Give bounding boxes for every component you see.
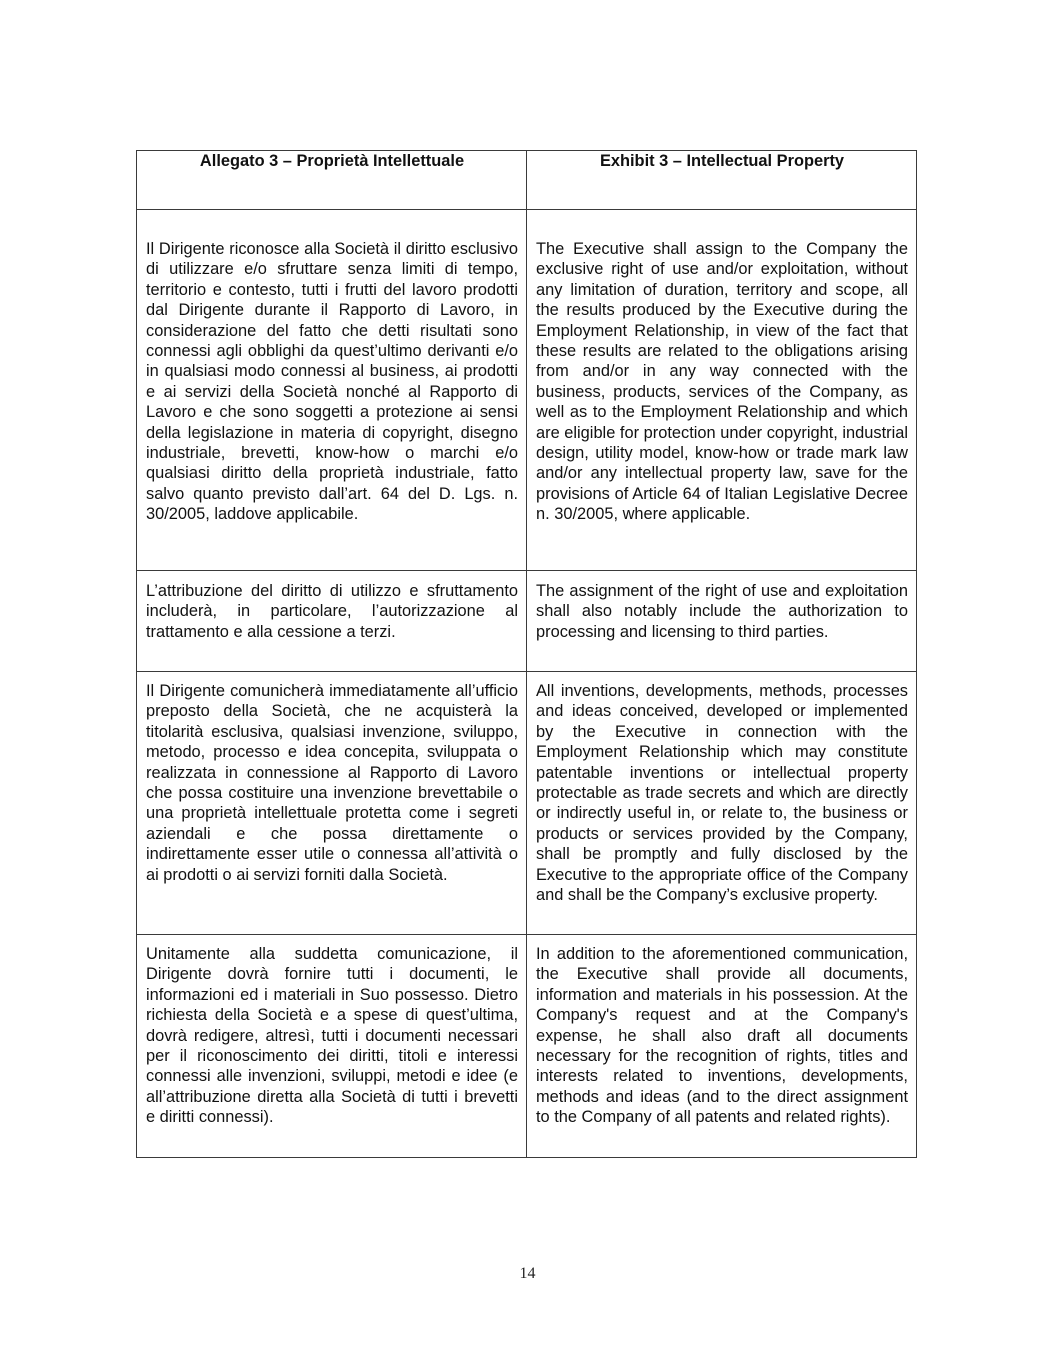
clause-text-english: All inventions, developments, methods, processes and ideas conceived, developed or implemented by the Executive in connection with the Employment Relationship which may constitute patentable inventions or intellectual property protectable as trade secrets and which are directly or indirectly useful in, or relate to, the business or products or services provided by the Company, shall be promptly and fully disclosed by the Executive to the appropriate office of the Company and shall be the Company’s exclusive property. <box>536 682 908 905</box>
cell-english <box>527 935 917 1158</box>
clause-text-italian: Il Dirigente comunicherà immediatamente all’ufficio preposto della Società, che ne acquisterà la titolarità esclusiva, qualsiasi invenzione, sviluppo, metodo, processo e idea concepita, sviluppata o realizzata in connessione al Rapporto di Lavoro che possa costituire una invenzione brevettabile o una proprietà intellettuale protetta come i segreti aziendali e che possa direttamente o indirettamente esser utile o connessa all’attività o ai prodotti o ai servizi forniti dalla Società. <box>146 682 518 884</box>
table-row <box>137 672 917 935</box>
bilingual-clause-table <box>136 150 917 1158</box>
page-number: 14 <box>519 1265 536 1282</box>
clause-text-english: The Executive shall assign to the Company the exclusive right of use and/or exploitation, without any limitation of duration, territory and scope, all the results produced by the Executive during the Employment Relationship, in view of the fact that these results are related to the obligations arising from and/or in any way connected with the business, products, services of the Company, as well as to the Employment Relationship and which are eligible for protection under copyright, industrial design, utility model, know-how or trade mark law and/or any intellectual property law, save for the provisions of Article 64 of Italian Legislative Decree n. 30/2005, where applicable. <box>536 240 908 524</box>
table-row <box>137 210 917 571</box>
cell-english <box>527 672 917 935</box>
cell-italian <box>137 571 527 672</box>
table-header-row <box>137 151 917 210</box>
clause-text-english: In addition to the aforementioned communication, the Executive shall provide all documents, information and materials in his possession. At the Company's request and at the Company's expense, he shall also draft all documents necessary for the recognition of rights, titles and interests related to inventions, developments, methods and ideas (and to the direct assignment to the Company of all patents and related rights). <box>536 945 908 1127</box>
clause-text-english: The assignment of the right of use and exploitation shall also notably include the authorization to processing and licensing to third parties. <box>536 582 908 641</box>
cell-italian <box>137 210 527 571</box>
header-italian: Allegato 3 – Proprietà Intellettuale <box>137 151 527 210</box>
cell-italian <box>137 672 527 935</box>
header-english: Exhibit 3 – Intellectual Property <box>527 151 917 210</box>
clause-text-italian: Unitamente alla suddetta comunicazione, il Dirigente dovrà fornire tutti i documenti, le informazioni ed i materiali in Suo possesso. Dietro richiesta della Società e a spese di quest’ultima, dovrà redigere, altresì, tutti i documenti necessari per il riconoscimento dei diritti, titoli e interessi connessi alle invenzioni, sviluppi, metodi e idee (e all’attribuzione diretta alla Società di tutti i brevetti e diritti connessi). <box>146 945 518 1127</box>
cell-italian <box>137 935 527 1158</box>
cell-english <box>527 210 917 571</box>
table-row <box>137 935 917 1158</box>
table-row <box>137 571 917 672</box>
clause-text-italian: Il Dirigente riconosce alla Società il diritto esclusivo di utilizzare e/o sfruttare senza limiti di tempo, territorio e contesto, tutti i frutti del lavoro prodotti dal Dirigente durante il Rapporto di Lavoro, in considerazione del fatto che detti risultati sono connessi agli obblighi da quest’ultimo derivanti e/o in qualsiasi modo connessi al business, ai prodotti e ai servizi della Società nonché al Rapporto di Lavoro e che sono soggetti a protezione ai sensi della legislazione in materia di copyright, disegno industriale, brevetti, know-how o marchi e/o qualsiasi diritto della proprietà industriale, fatto salvo quanto previsto dall’art. 64 del D. Lgs. n. 30/2005, laddove applicabile. <box>146 240 518 524</box>
clause-text-italian: L’attribuzione del diritto di utilizzo e sfruttamento includerà, in particolare, l’autorizzazione al trattamento e alla cessione a terzi. <box>146 582 518 641</box>
cell-english <box>527 571 917 672</box>
